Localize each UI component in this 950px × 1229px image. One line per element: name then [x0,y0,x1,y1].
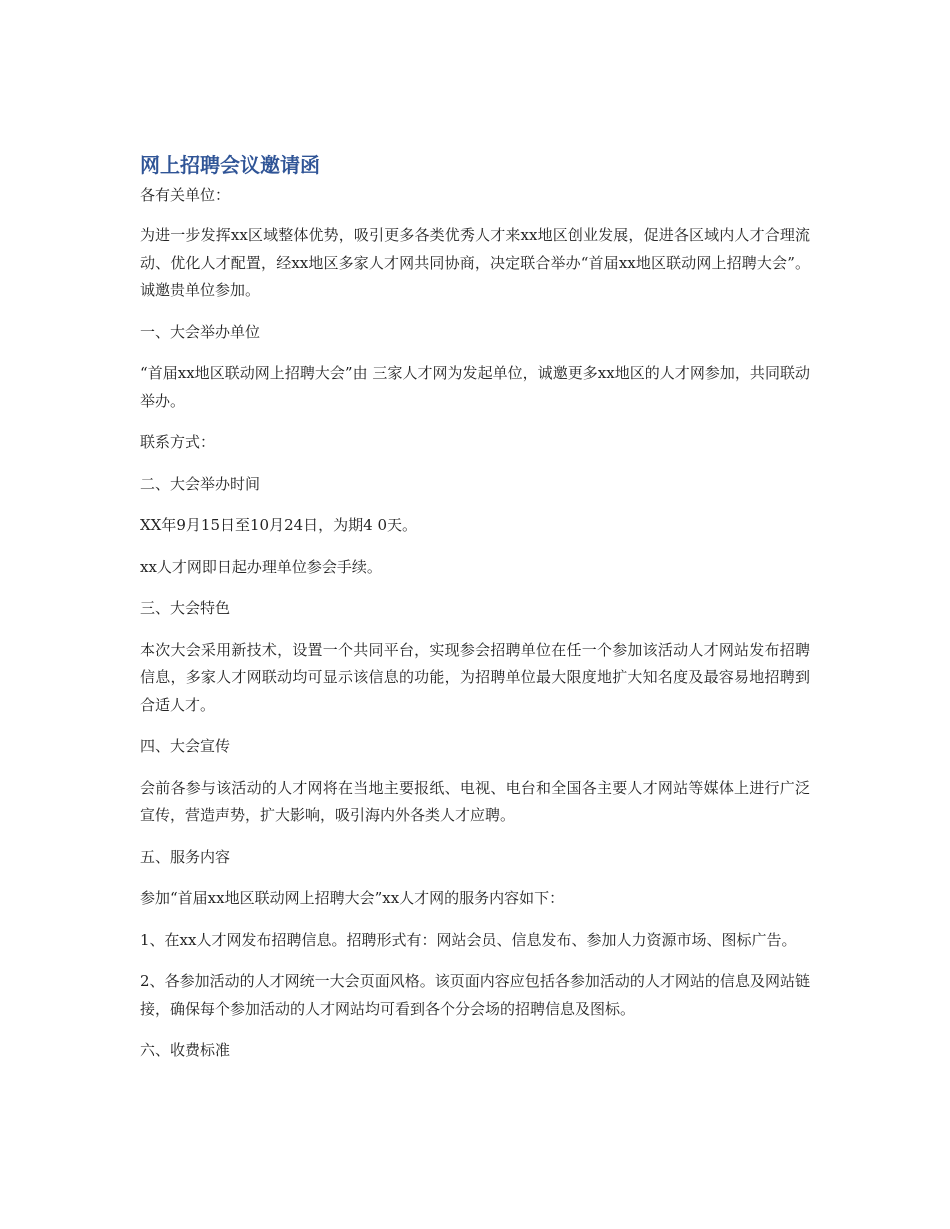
event-dates: XX年9月15日至10月24日，为期4 0天。 [140,516,418,534]
section-5-intro: 参加“首届xx地区联动网上招聘大会”xx人才网的服务内容如下： [140,889,565,907]
registration-note: xx人才网即日起办理单位参会手续。 [140,557,382,576]
section-2-heading: 二、大会举办时间 [140,474,261,493]
salutation: 各有关单位： [140,186,231,204]
intro-paragraph: 为进一步发挥xx区域整体优势，吸引更多各类优秀人才来xx地区创业发展，促进各区域内人才合理流动、优化人才配置，经xx地区多家人才网共同协商，决定联合举办“首届xx地区联动网上招聘大会”。诚邀贵单位参加。 [140,226,810,299]
section-3-heading: 三、大会特色 [140,599,231,617]
service-item-1: 1、在xx人才网发布招聘信息。招聘形式有：网站会员、信息发布、参加人力资源市场、图标广告。 [140,930,797,949]
document-title: 网上招聘会议邀请函 [140,153,320,177]
contact-label: 联系方式： [140,433,216,451]
document-page [140,148,810,1079]
section-4-heading: 四、大会宣传 [140,737,231,755]
service-item-2: 2、各参加活动的人才网统一大会页面风格。该页面内容应包括各参加活动的人才网站的信息及网站链接，确保每个参加活动的人才网站均可看到各个分会场的招聘信息及图标。 [140,972,810,1018]
section-3-body: 本次大会采用新技术，设置一个共同平台，实现参会招聘单位在任一个参加该活动人才网站发布招聘信息，多家人才网联动均可显示该信息的功能，为招聘单位最大限度地扩大知名度及最容易地招聘到合适人才。 [140,640,810,714]
section-4-body: 会前各参与该活动的人才网将在当地主要报纸、电视、电台和全国各主要人才网站等媒体上进行广泛宣传，营造声势，扩大影响，吸引海内外各类人才应聘。 [140,778,810,824]
section-5-heading: 五、服务内容 [140,847,231,866]
section-1-body: “首届xx地区联动网上招聘大会”由 三家人才网为发起单位，诚邀更多xx地区的人才网参加，共同联动举办。 [140,364,810,410]
section-6-heading: 六、收费标准 [140,1041,231,1059]
section-1-heading: 一、大会举办单位 [140,322,261,341]
